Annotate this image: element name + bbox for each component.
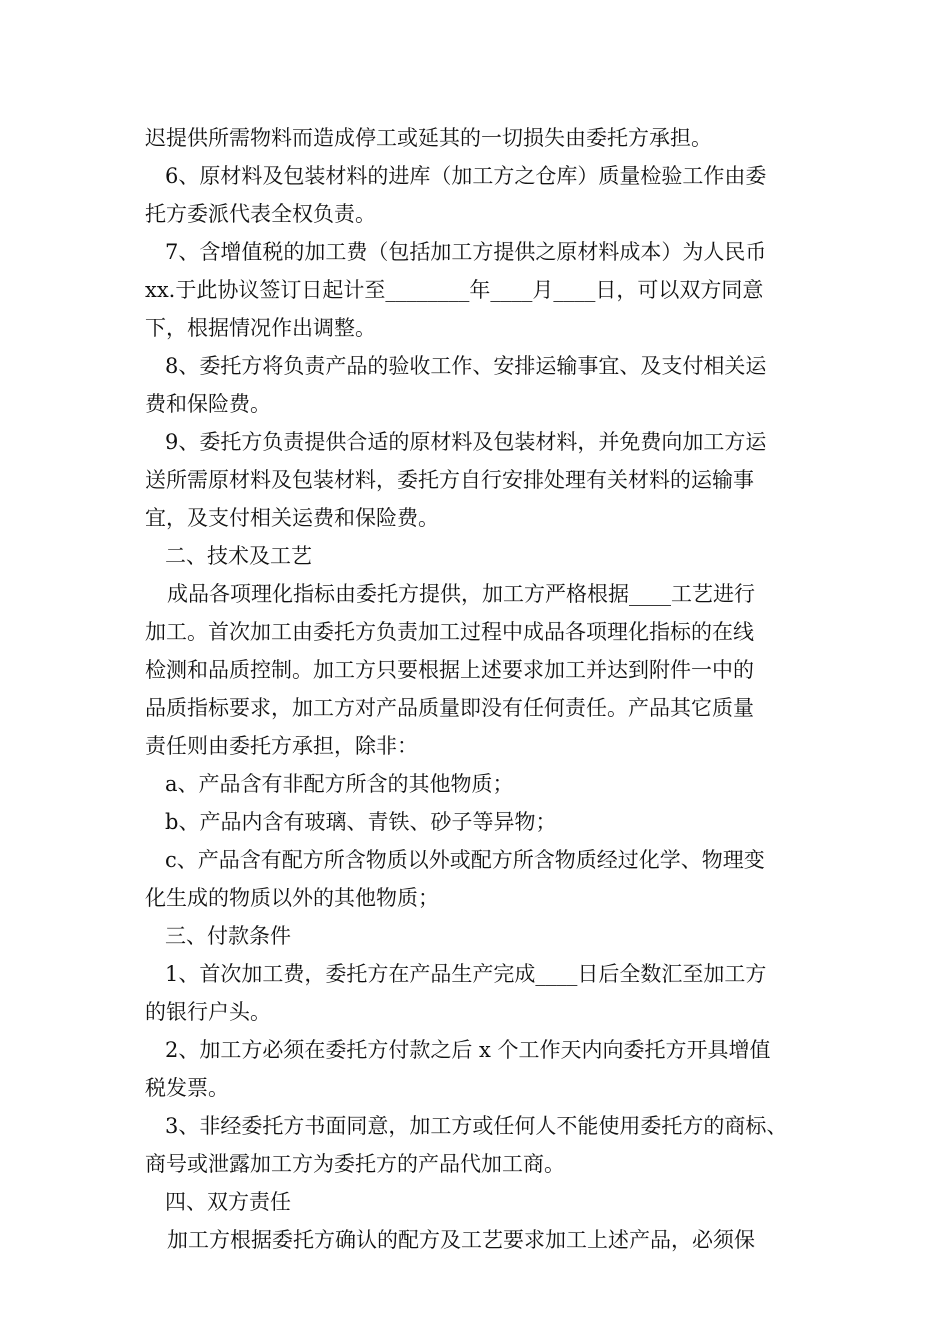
- text-line: 托方委派代表全权负责。: [145, 202, 376, 226]
- item-c: c、产品含有配方所含物质以外或配方所含物质经过化学、物理变: [165, 848, 765, 872]
- payment-clause-3: 3、非经委托方书面同意，加工方或任何人不能使用委托方的商标、: [165, 1114, 788, 1138]
- text-line: 费和保险费。: [145, 392, 271, 416]
- clause-8: 8、委托方将负责产品的验收工作、安排运输事宜、及支付相关运: [165, 354, 767, 378]
- text-line: 检测和品质控制。加工方只要根据上述要求加工并达到附件一中的: [145, 658, 754, 682]
- item-b: b、产品内含有玻璃、青铁、砂子等异物；: [165, 810, 557, 834]
- document-body: [145, 119, 809, 1259]
- paragraph-start: 加工方根据委托方确认的配方及工艺要求加工上述产品，必须保: [167, 1228, 755, 1252]
- text-line: 品质指标要求，加工方对产品质量即没有任何责任。产品其它质量: [145, 696, 754, 720]
- text-line: 责任则由委托方承担，除非：: [145, 734, 418, 758]
- text-line: xx.于此协议签订日起计至________年____月____日，可以双方同意: [145, 278, 764, 302]
- text-line: 加工。首次加工由委托方负责加工过程中成品各项理化指标的在线: [145, 620, 754, 644]
- clause-6: 6、原材料及包装材料的进库（加工方之仓库）质量检验工作由委: [165, 164, 767, 188]
- paragraph-start: 成品各项理化指标由委托方提供，加工方严格根据____工艺进行: [167, 582, 755, 606]
- section-heading-responsibility: 四、双方责任: [165, 1190, 291, 1214]
- text-line: 化生成的物质以外的其他物质；: [145, 886, 439, 910]
- clause-9: 9、委托方负责提供合适的原材料及包装材料，并免费向加工方运: [165, 430, 767, 454]
- section-heading-payment: 三、付款条件: [165, 924, 291, 948]
- payment-clause-2: 2、加工方必须在委托方付款之后 x 个工作天内向委托方开具增值: [165, 1038, 771, 1062]
- text-line: 下，根据情况作出调整。: [145, 316, 376, 340]
- text-line: 送所需原材料及包装材料，委托方自行安排处理有关材料的运输事: [145, 468, 754, 492]
- section-heading-technology: 二、技术及工艺: [165, 544, 312, 568]
- text-line: 宜，及支付相关运费和保险费。: [145, 506, 439, 530]
- payment-clause-1: 1、首次加工费，委托方在产品生产完成____日后全数汇至加工方: [165, 962, 767, 986]
- text-line: 迟提供所需物料而造成停工或延其的一切损失由委托方承担。: [145, 126, 712, 150]
- item-a: a、产品含有非配方所含的其他物质；: [165, 772, 514, 796]
- text-line: 税发票。: [145, 1076, 229, 1100]
- text-line: 商号或泄露加工方为委托方的产品代加工商。: [145, 1152, 565, 1176]
- text-line: 的银行户头。: [145, 1000, 271, 1024]
- clause-7: 7、含增值税的加工费（包括加工方提供之原材料成本）为人民币: [165, 240, 767, 264]
